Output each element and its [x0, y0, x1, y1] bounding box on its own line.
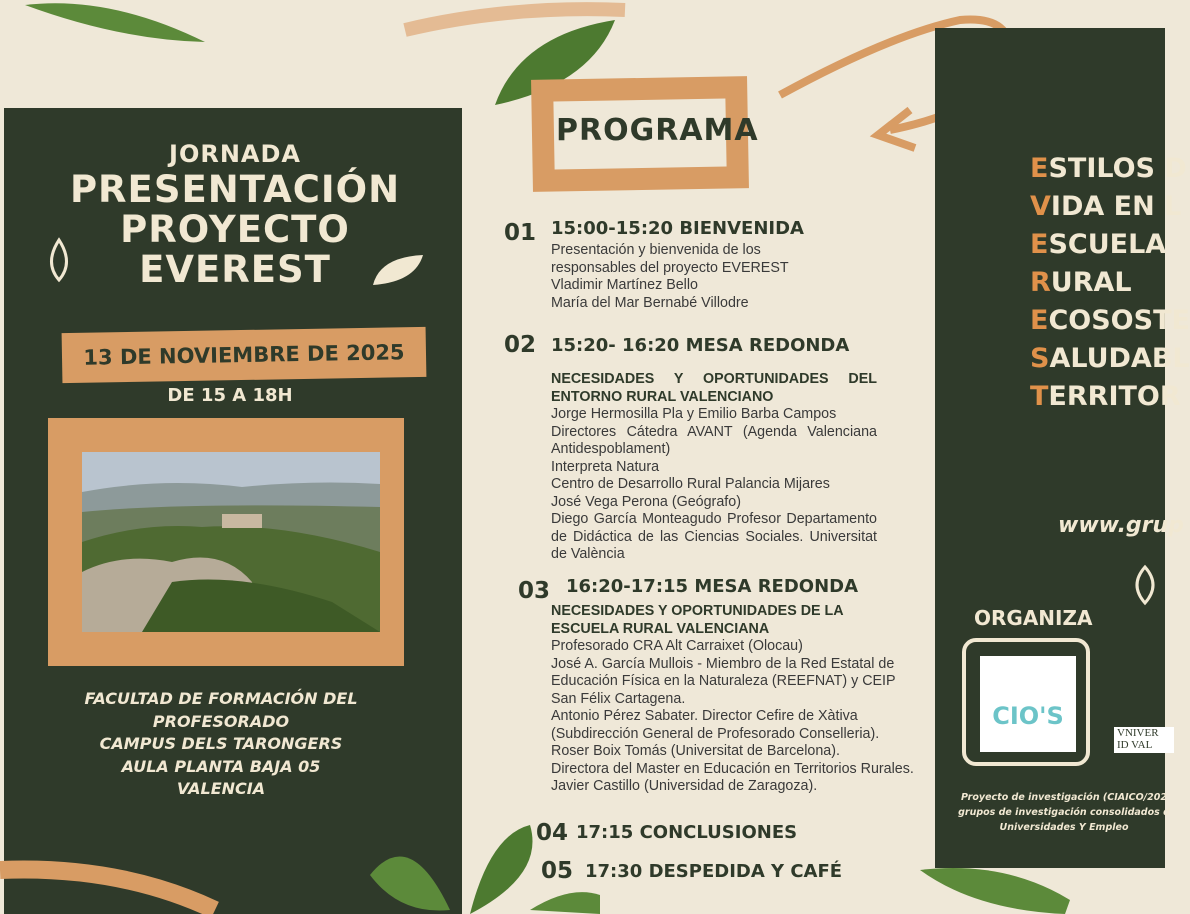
detail-line: José Vega Perona (Geógrafo) [551, 493, 741, 510]
footnote-line: Proyecto de investigación (CIAICO/202 [961, 792, 1167, 803]
university-logo [1114, 727, 1174, 753]
title-line: PRESENTACIÓN [69, 168, 401, 211]
acronym-row: SALUDABL [1030, 343, 1190, 374]
leaf-decoration-top-left [20, 0, 210, 50]
item-subheading: NECESIDADES Y OPORTUNIDADES DE LA ESCUELA RURAL VALENCIANA [551, 603, 844, 637]
footnote-line: grupos de investigación consolidados d [958, 807, 1170, 818]
detail-line: Javier Castillo (Universidad de Zaragoza). [551, 778, 818, 794]
item-heading: 16:20-17:15 MESA REDONDA [566, 576, 859, 597]
logo-text: CIO'S [992, 702, 1064, 730]
detail-line: Antonio Pérez Sabater. Director Cefire de Xàtiva (Subdirección General de Profesorado Conselleria). [551, 708, 880, 742]
item-number: 04 [536, 820, 569, 846]
detail-line: Directora del Master en Educación en Territorios Rurales. [551, 760, 914, 777]
item-heading: 15:20- 16:20 MESA REDONDA [551, 335, 850, 356]
leaf-icon [44, 238, 74, 282]
detail-line: Diego García Monteagudo Profesor Departamento de Didáctica de las Ciencias Sociales. Universitat de València [551, 511, 877, 562]
venue-block [56, 688, 386, 801]
acronym-row: VIDA EN L [1030, 191, 1182, 222]
acronym-row: RURAL [1030, 267, 1132, 298]
venue-line: PROFESORADO [152, 711, 290, 731]
jornada-label: JORNADA [169, 140, 301, 168]
event-hours: DE 15 A 18H [167, 385, 293, 406]
detail-line: Jorge Hermosilla Pla y Emilio Barba Campos [551, 406, 837, 422]
date-banner [62, 327, 427, 383]
venue-line: VALENCIA [176, 779, 266, 798]
item-number: 01 [504, 220, 537, 246]
organiza-label: ORGANIZA [974, 606, 1093, 630]
item-details [551, 371, 877, 564]
item-subheading: NECESIDADES Y OPORTUNIDADES DEL ENTORNO RURAL VALENCIANO [551, 371, 877, 405]
item-heading: 17:30 DESPEDIDA Y CAFÉ [585, 861, 843, 882]
venue-line: FACULTAD DE FORMACIÓN DEL [84, 689, 358, 708]
item-number: 03 [518, 578, 551, 604]
detail-line: Centro de Desarrollo Rural Palancia Mijares [551, 476, 830, 492]
item-number: 02 [504, 332, 537, 358]
cios-logo [980, 656, 1076, 752]
item-heading: 17:15 CONCLUSIONES [576, 822, 798, 843]
acronym-row: ESCUELA [1030, 229, 1167, 260]
programa-title: PROGRAMA [556, 113, 759, 148]
footnote-line: Universidades Y Empleo [999, 822, 1129, 833]
website-url[interactable]: www.grup [1058, 513, 1184, 538]
detail-line: José A. García Mullois - Miembro de la Red Estatal de Educación Física en la Naturaleza (REEFNAT) y CEIP San Félix Cartagena. [551, 655, 896, 707]
detail-line: Directores Cátedra AVANT (Agenda Valenciana Antidespoblament) [551, 423, 877, 457]
leaf-icon [370, 252, 426, 288]
item-number: 05 [541, 858, 574, 884]
event-title [60, 170, 410, 290]
funding-footnote [944, 790, 1184, 835]
leaf-decoration-bottom [360, 815, 600, 914]
leaf-icon [1125, 565, 1165, 605]
detail-line: Interpreta Natura [551, 458, 660, 475]
detail-line: responsables del proyecto EVEREST [551, 259, 789, 276]
item-details [551, 603, 923, 796]
venue-line: AULA PLANTA BAJA 05 [121, 756, 321, 776]
title-line: EVEREST [139, 248, 331, 291]
univ-line: VNIVER [1117, 727, 1159, 739]
venue-line: CAMPUS DELS TARONGERS [99, 734, 343, 753]
univ-line: ID VAL [1117, 739, 1153, 751]
detail-line: Roser Boix Tomás (Universitat de Barcelona). [551, 743, 840, 759]
acronym-row: TERRITOR [1030, 381, 1181, 412]
everest-acronym [1030, 150, 1190, 416]
landscape-photo [82, 452, 380, 632]
leaf-decoration-bottom-right [915, 860, 1075, 914]
brush-stroke-bottom [0, 855, 220, 914]
acronym-row: ECOSOSTE [1030, 305, 1190, 336]
item-heading: 15:00-15:20 BIENVENIDA [551, 218, 804, 239]
title-line: PROYECTO [120, 208, 350, 251]
detail-line: Profesorado CRA Alt Carraixet (Olocau) [551, 638, 803, 654]
detail-line: Presentación y bienvenida de los [551, 242, 761, 258]
event-date: 13 DE NOVIEMBRE DE 2025 [83, 340, 405, 370]
item-details [551, 242, 881, 312]
detail-line: Vladimir Martínez Bello [551, 277, 698, 293]
acronym-row: ESTILOS D [1030, 153, 1187, 184]
detail-line: María del Mar Bernabé Villodre [551, 294, 749, 311]
